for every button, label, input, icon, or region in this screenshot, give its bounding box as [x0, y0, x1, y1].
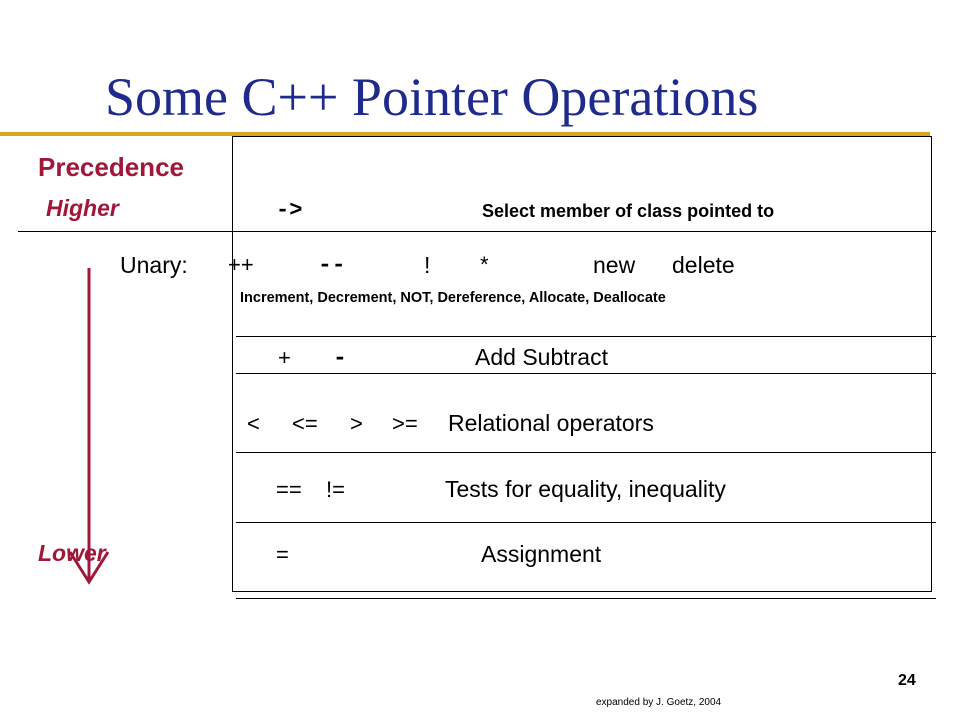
operator-description: Assignment: [481, 541, 602, 567]
operator-description: Add Subtract: [475, 344, 608, 370]
unary-description: [240, 290, 666, 306]
precedence-heading: Precedence: [38, 152, 184, 182]
operator-less: <: [247, 411, 260, 436]
operator-subtract: -: [333, 345, 347, 371]
desc-not: NOT,: [400, 290, 434, 306]
operator-add: +: [278, 345, 291, 370]
operator-description: Relational operators: [448, 410, 654, 436]
desc-allocate: Allocate,: [528, 290, 590, 306]
operator-equal: ==: [276, 477, 302, 502]
operator-delete: delete: [672, 252, 735, 278]
operator-less-equal: <=: [292, 411, 318, 436]
operator-description: Select member of class pointed to: [482, 201, 775, 221]
operator-greater: >: [350, 411, 363, 436]
operator-dereference: *: [480, 252, 489, 277]
operator-not-equal: !=: [326, 477, 345, 502]
operator-new: new: [593, 252, 636, 278]
desc-dereference: Dereference,: [437, 290, 526, 306]
operator-increment: ++: [228, 252, 254, 277]
page-number: 24: [898, 672, 916, 689]
footer-credit: expanded by J. Goetz, 2004: [596, 697, 722, 708]
desc-decrement: Decrement,: [317, 290, 397, 306]
desc-increment: Increment,: [240, 290, 314, 306]
operator-arrow: ->: [276, 198, 303, 223]
precedence-higher-label: Higher: [46, 195, 119, 221]
operator-description: Tests for equality, inequality: [445, 476, 726, 502]
slide-title: Some C++ Pointer Operations: [105, 67, 759, 127]
operator-decrement: --: [318, 252, 346, 278]
unary-label: Unary:: [120, 252, 188, 278]
operator-greater-equal: >=: [392, 411, 418, 436]
desc-deallocate: Deallocate: [593, 290, 666, 306]
operator-not: !: [424, 252, 431, 278]
operator-assign: =: [276, 542, 289, 567]
precedence-lower-label: Lower: [38, 540, 106, 566]
